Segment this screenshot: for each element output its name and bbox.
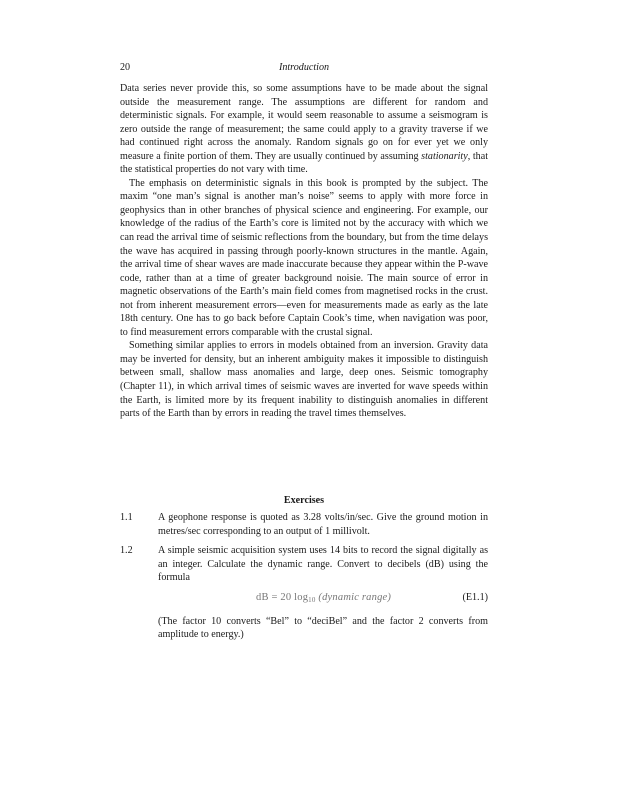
paragraph-1-text: Data series never provide this, so some assumptions have to be made about the signal outside the measurement range. The assumptions are different for random and deterministic signals. For example, it would seem reasonable to assume a seismogram is zero outside the range of measurement; the same could apply to a gravity traverse if we had continued right across the anomaly. Random signals go on for ever yet we only measure a finite portion of them. They are usually continued by assuming (120, 83, 488, 162)
body-text (120, 82, 488, 421)
exercise-note: (The factor 10 converts “Bel” to “deciBel” and the factor 2 converts from amplitude to energy.) (158, 615, 488, 641)
formula-argument: (dynamic range) (318, 591, 392, 603)
formula-lhs: dB = 20 log (256, 591, 309, 603)
exercise-item (120, 544, 488, 642)
decibel-formula (256, 591, 391, 608)
page-header (120, 61, 488, 75)
equation-label: (E1.1) (462, 591, 488, 603)
exercise-number: 1.1 (120, 512, 133, 523)
exercise-text: A geophone response is quoted as 3.28 volts/in/sec. Give the ground motion in metres/sec corresponding to an output of 1 millivolt. (158, 512, 488, 537)
exercise-body (158, 544, 488, 642)
exercise-item (120, 511, 488, 538)
paragraph-1-tail: , that the statistical properties do not vary with time. (120, 150, 488, 176)
formula-log-base: 10 (308, 595, 316, 604)
paragraph-1 (120, 82, 488, 177)
equation-line (158, 591, 488, 613)
paragraph-2: The emphasis on deterministic signals in this book is prompted by the subject. The maxim “one man’s signal is another man’s noise” seems to apply with more force in geophysics than in other branches of physical science and engineering. For example, our knowledge of the radius of the Earth’s core is limited not by the accuracy with which we can read the arrival time of seismic reflections from the boundary, but from the time delays the wave has acquired in passing through poorly-known structures in the mantle. Again, the arrival time of shear waves are made inaccurate because they appear within the P-wave code, rather than at a time of greater background noisie. The main source of error in magnetic observations of the Earth’s main field comes from magnetised rocks in the crust. not from inherent measurement errors—even for measurements made as early as the late 18th century. One has to go back before Captain Cook’s time, when navigation was poor, to find measurement errors comparable with the crustal signal. (120, 177, 488, 338)
exercise-number: 1.2 (120, 545, 133, 556)
page-number: 20 (120, 62, 131, 73)
running-head: Introduction (278, 62, 330, 73)
paragraph-3: Something similar applies to errors in models obtained from an inversion. Gravity data may be inverted for density, but an inherent ambiguity makes it impossible to distinguish between small, shallow mass anomalies and large, deep ones. Seismic tomography (Chapter 11), in which arrival times of seismic waves are inverted for wave speeds within the Earth, is limited more by its frequent inability to distinguish anomalies in different parts of the Earth than by errors in reading the travel times themselves. (120, 340, 488, 420)
exercise-text: A simple seismic acquisition system uses 14 bits to record the signal digitally as an integer. Calculate the dynamic range. Convert to decibels (dB) using the formula (158, 545, 488, 584)
exercises-heading: Exercises (283, 495, 325, 506)
stationarity-term: stationarity (421, 150, 468, 162)
